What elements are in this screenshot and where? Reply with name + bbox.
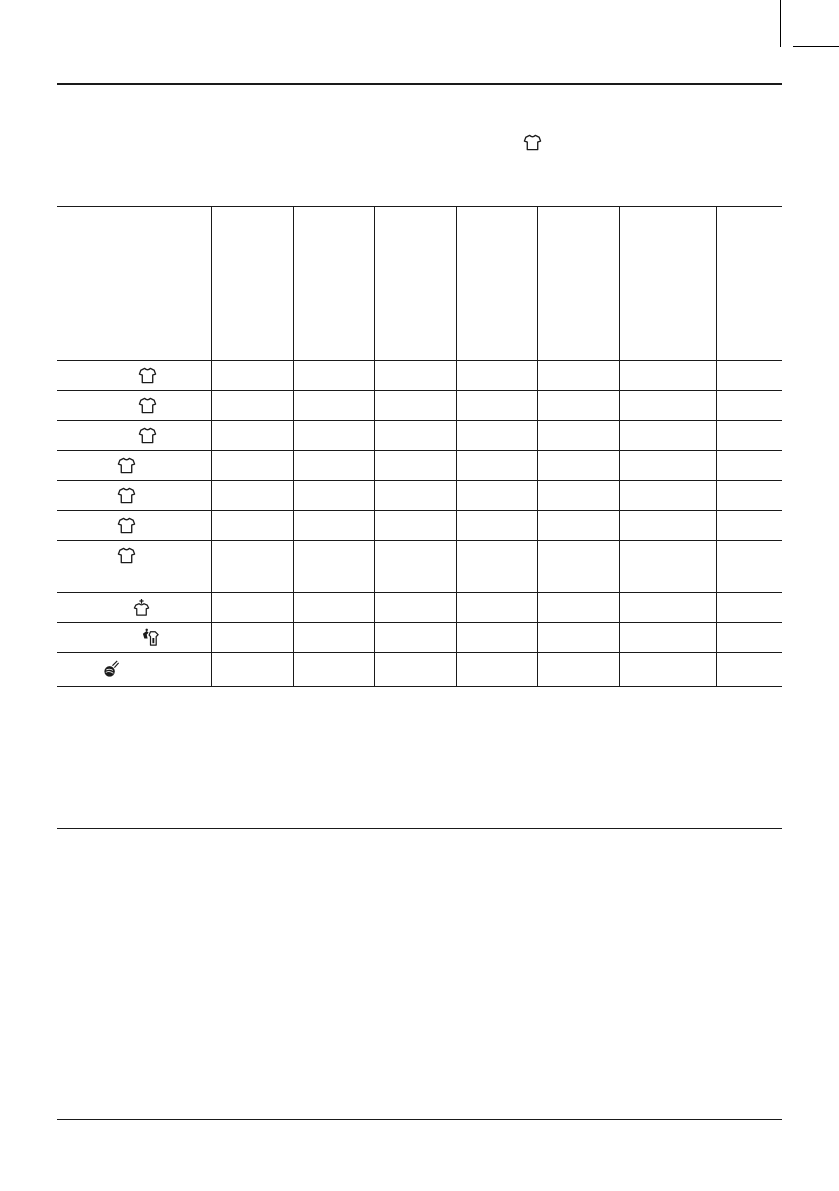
section-divider [57, 828, 782, 829]
table-row [57, 421, 782, 451]
table-cell [716, 481, 782, 511]
tshirt-icon [117, 456, 136, 475]
table-cell [456, 593, 537, 623]
table-cell [619, 421, 716, 451]
programme-label-cell [57, 421, 211, 451]
tshirt-icon [138, 426, 157, 445]
table-cell [293, 541, 374, 593]
table-cell [716, 541, 782, 593]
table-row [57, 361, 782, 391]
table-cell [537, 421, 619, 451]
table-cell [211, 593, 293, 623]
header-cell [374, 207, 456, 361]
tshirt-icon [138, 396, 157, 415]
table-cell [456, 511, 537, 541]
table-cell [456, 421, 537, 451]
table-cell [293, 653, 374, 687]
table-cell [619, 481, 716, 511]
intro-paragraph [57, 128, 782, 158]
table-cell [374, 361, 456, 391]
table-cell [716, 361, 782, 391]
table-cell [293, 391, 374, 421]
table-cell [716, 623, 782, 653]
header-cell [211, 207, 293, 361]
table-cell [293, 481, 374, 511]
table-cell [456, 481, 537, 511]
table-cell [211, 391, 293, 421]
table-cell [211, 451, 293, 481]
table-cell [374, 653, 456, 687]
table-cell [619, 623, 716, 653]
programme-label-cell [57, 623, 211, 653]
table-cell [293, 451, 374, 481]
table-row [57, 653, 782, 687]
header-cell [537, 207, 619, 361]
table-cell [374, 391, 456, 421]
table-cell [456, 541, 537, 593]
table-cell [293, 593, 374, 623]
table-cell [537, 623, 619, 653]
table-cell [374, 481, 456, 511]
table-cell [374, 421, 456, 451]
table-cell [619, 391, 716, 421]
table-cell [619, 451, 716, 481]
programme-label-cell [57, 511, 211, 541]
table-cell [374, 593, 456, 623]
table-cell [456, 653, 537, 687]
table-cell [456, 391, 537, 421]
table-row [57, 623, 782, 653]
table-cell [537, 511, 619, 541]
programme-label-cell [57, 653, 211, 687]
crop-mark-right-top [793, 46, 839, 47]
header-cell [293, 207, 374, 361]
table-cell [211, 511, 293, 541]
table-cell [537, 391, 619, 421]
table-cell [537, 481, 619, 511]
table-cell [716, 511, 782, 541]
table-cell [619, 653, 716, 687]
table-cell [211, 421, 293, 451]
tshirt-plus-icon [132, 598, 151, 617]
table-cell [619, 593, 716, 623]
table-cell [619, 361, 716, 391]
table-cell [716, 391, 782, 421]
header-cell [716, 207, 782, 361]
programme-label-cell [57, 451, 211, 481]
table-cell [293, 361, 374, 391]
table-cell [211, 623, 293, 653]
crop-mark-top-right [780, 0, 781, 47]
table-cell [619, 511, 716, 541]
header-rule [57, 83, 782, 85]
table-cell [456, 451, 537, 481]
table-cell [293, 421, 374, 451]
programme-label-cell [57, 391, 211, 421]
header-cell [456, 207, 537, 361]
table-cell [619, 541, 716, 593]
wool-yarn-icon [102, 660, 121, 679]
programme-label-cell [57, 361, 211, 391]
table-cell [537, 653, 619, 687]
header-cell [619, 207, 716, 361]
table-cell [211, 361, 293, 391]
table-row [57, 391, 782, 421]
tshirt-icon [138, 366, 157, 385]
table-cell [716, 451, 782, 481]
footer-rule [57, 1119, 782, 1120]
table-header-row [57, 207, 782, 361]
table-cell [374, 511, 456, 541]
table-cell [293, 511, 374, 541]
table-row [57, 593, 782, 623]
table-row [57, 511, 782, 541]
table-cell [716, 653, 782, 687]
table-cell [456, 623, 537, 653]
programme-label-cell [57, 481, 211, 511]
tshirt-icon [117, 546, 136, 565]
table-cell [456, 361, 537, 391]
table-cell [537, 593, 619, 623]
table-cell [374, 451, 456, 481]
programme-table [57, 206, 782, 687]
table-cell [211, 481, 293, 511]
table-cell [716, 593, 782, 623]
table-cell [293, 623, 374, 653]
programme-label-cell [57, 541, 211, 593]
table-row [57, 481, 782, 511]
sport-clothes-icon [141, 628, 160, 647]
table-cell [537, 451, 619, 481]
tshirt-icon [117, 486, 136, 505]
programme-label-cell [57, 593, 211, 623]
table-cell [537, 541, 619, 593]
table-cell [211, 541, 293, 593]
header-cell-programme [57, 207, 211, 361]
table-row [57, 451, 782, 481]
tshirt-icon [523, 133, 542, 157]
table-cell [716, 421, 782, 451]
table-cell [537, 361, 619, 391]
table-cell [374, 541, 456, 593]
table-cell [374, 623, 456, 653]
table-row [57, 541, 782, 593]
table-cell [211, 653, 293, 687]
tshirt-icon [117, 516, 136, 535]
